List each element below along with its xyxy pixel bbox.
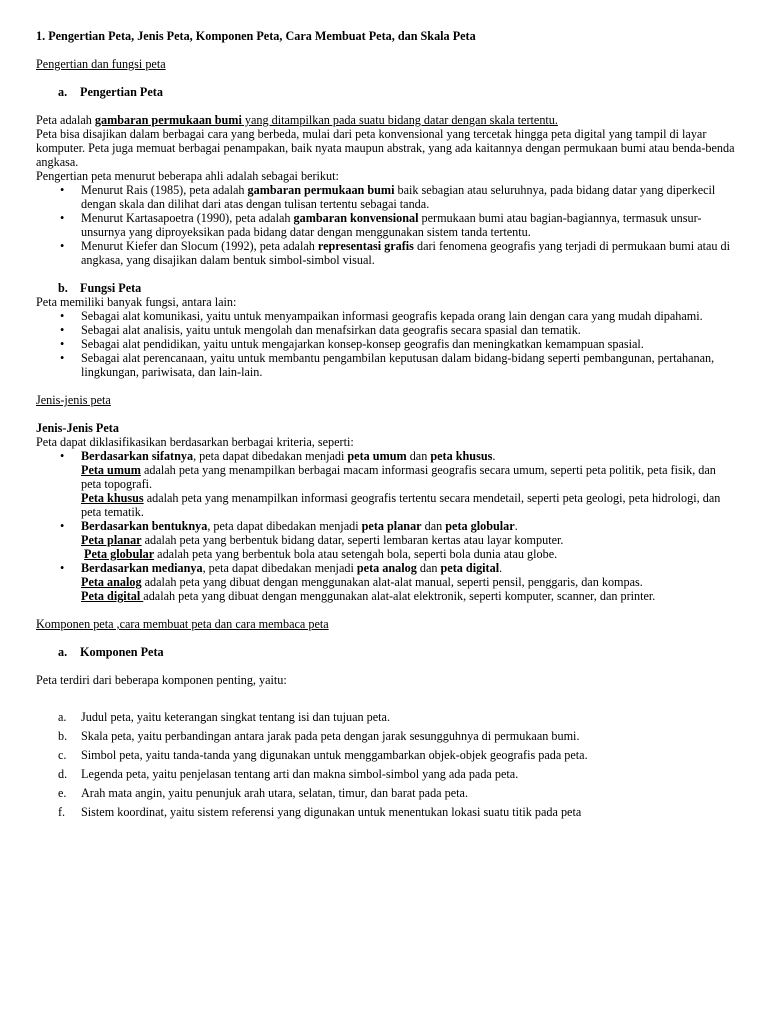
paragraph-penyajian: Peta bisa disajikan dalam berbagai cara yang berbeda, mulai dari peta konvensional yang tercetak hingga peta digital yang tampil di layar komputer. Peta juga memuat berbagai penampakan, baik nyata maupun abstrak, yang ada kaitannya dengan permukaan bumi atau benda-benda angkasa. (36, 127, 735, 169)
list-item: • Sebagai alat pendidikan, yaitu untuk mengajarkan konsep-konsep geografis dan meningkatkan kemampuan spasial. (60, 337, 644, 351)
bullet-icon: • (60, 239, 65, 253)
subheading-marker: a. (58, 85, 68, 99)
subheading-komponen-peta (36, 645, 736, 659)
document-title: 1. Pengertian Peta, Jenis Peta, Komponen Peta, Cara Membuat Peta, dan Skala Peta (36, 29, 476, 43)
list-item: • Menurut Kiefer dan Slocum (1992), peta adalah representasi grafis dari fenomena geografis yang terjadi di permukaan bumi atau di angkasa, yang disajikan dalam bentuk simbol-simbol visual. (60, 239, 731, 267)
list-item: • Berdasarkan medianya, peta dapat dibedakan menjadi peta analog dan peta digital. Peta analog adalah peta yang dibuat dengan menggunakan alat-alat manual, seperti pensil, penggaris, dan kompas. Peta digital adalah peta yang dibuat dengan menggunakan alat-alat elektronik, seperti komputer, scanner, dan printer. (60, 561, 656, 603)
bullet-icon: • (60, 337, 65, 351)
bullet-icon: • (60, 211, 65, 225)
list-item: c. Simbol peta, yaitu tanda-tanda yang digunakan untuk menggambarkan objek-objek geografis pada peta. (58, 748, 588, 762)
bullet-icon: • (60, 309, 65, 323)
section-heading-pengertian: Pengertian dan fungsi peta (36, 57, 166, 71)
subheading-marker: a. (58, 645, 68, 659)
list-item: • Menurut Rais (1985), peta adalah gambaran permukaan bumi baik sebagian atau seluruhnya, pada bidang datar yang diperkecil dengan skala dan dilihat dari atas dengan tulisan tertentu sebagai tanda. (60, 183, 716, 211)
expert-definitions-list (36, 183, 736, 267)
definition-term: gambaran permukaan bumi (94, 113, 242, 127)
bullet-icon: • (60, 519, 65, 533)
bullet-icon: • (60, 183, 65, 197)
paragraph-komponen-intro: Peta terdiri dari beberapa komponen penting, yaitu: (36, 673, 287, 687)
paragraph-ahli-intro: Pengertian peta menurut beberapa ahli adalah sebagai berikut: (36, 169, 339, 183)
definition-paragraph: Peta adalah gambaran permukaan bumi yang ditampilkan pada suatu bidang datar dengan skala tertentu. (36, 113, 558, 127)
bullet-icon: • (60, 449, 65, 463)
list-item: • Sebagai alat perencanaan, yaitu untuk membantu pengambilan keputusan dalam bidang-bidang seperti pembangunan, pertahanan, lingkungan, pariwisata, dan lain-lain. (60, 351, 715, 379)
bullet-icon: • (60, 351, 65, 365)
list-item: d. Legenda peta, yaitu penjelasan tentang arti dan makna simbol-simbol yang ada pada peta. (58, 767, 519, 781)
map-types-list (36, 449, 736, 603)
bullet-icon: • (60, 561, 65, 575)
document-page (36, 29, 736, 824)
list-item: • Sebagai alat analisis, yaitu untuk mengolah dan menafsirkan data geografis secara spasial dan tematik. (60, 323, 581, 337)
functions-list (36, 309, 736, 379)
paragraph-jenis-intro: Peta dapat diklasifikasikan berdasarkan berbagai kriteria, seperti: (36, 435, 354, 449)
list-item: • Berdasarkan sifatnya, peta dapat dibedakan menjadi peta umum dan peta khusus. Peta umum adalah peta yang menampilkan berbagai macam informasi geografis secara umum, seperti peta politik, peta fisik, dan peta topografi. Peta khusus adalah peta yang menampilkan informasi geografis tertentu secara mendetail, seperti peta geologi, peta hidrologi, dan peta tematik. (60, 449, 721, 519)
subheading-label: Fungsi Peta (80, 281, 142, 295)
list-item: b. Skala peta, yaitu perbandingan antara jarak pada peta dengan jarak sesungguhnya di permukaan bumi. (58, 729, 580, 743)
list-item: e. Arah mata angin, yaitu penunjuk arah utara, selatan, timur, dan barat pada peta. (58, 786, 468, 800)
jenis-title: Jenis-Jenis Peta (36, 421, 119, 435)
list-item: • Menurut Kartasapoetra (1990), peta adalah gambaran konvensional permukaan bumi atau bagian-bagiannya, termasuk unsur-unsurnya yang diproyeksikan pada bidang datar dengan menggunakan sistem tanda tertentu. (60, 211, 702, 239)
list-item: f. Sistem koordinat, yaitu sistem referensi yang digunakan untuk menentukan lokasi suatu titik pada peta (58, 805, 582, 819)
components-list (36, 710, 736, 819)
subheading-label: Pengertian Peta (80, 85, 163, 99)
list-item: a. Judul peta, yaitu keterangan singkat tentang isi dan tujuan peta. (58, 710, 391, 724)
list-item: • Sebagai alat komunikasi, yaitu untuk menyampaikan informasi geografis kepada orang lain dengan cara yang mudah dipahami. (60, 309, 703, 323)
paragraph-fungsi-intro: Peta memiliki banyak fungsi, antara lain: (36, 295, 237, 309)
bullet-icon: • (60, 323, 65, 337)
subheading-fungsi-peta (36, 281, 736, 295)
subheading-pengertian-peta (36, 85, 736, 99)
subheading-marker: b. (58, 281, 68, 295)
section-heading-komponen: Komponen peta ,cara membuat peta dan cara membaca peta (36, 617, 329, 631)
section-heading-jenis: Jenis-jenis peta (36, 393, 111, 407)
subheading-label: Komponen Peta (80, 645, 164, 659)
list-item: • Berdasarkan bentuknya, peta dapat dibedakan menjadi peta planar dan peta globular. Peta planar adalah peta yang berbentuk bidang datar, seperti lembaran kertas atau layar komputer. Peta globular adalah peta yang berbentuk bola atau setengah bola, seperti bola dunia atau globe. (60, 519, 564, 561)
